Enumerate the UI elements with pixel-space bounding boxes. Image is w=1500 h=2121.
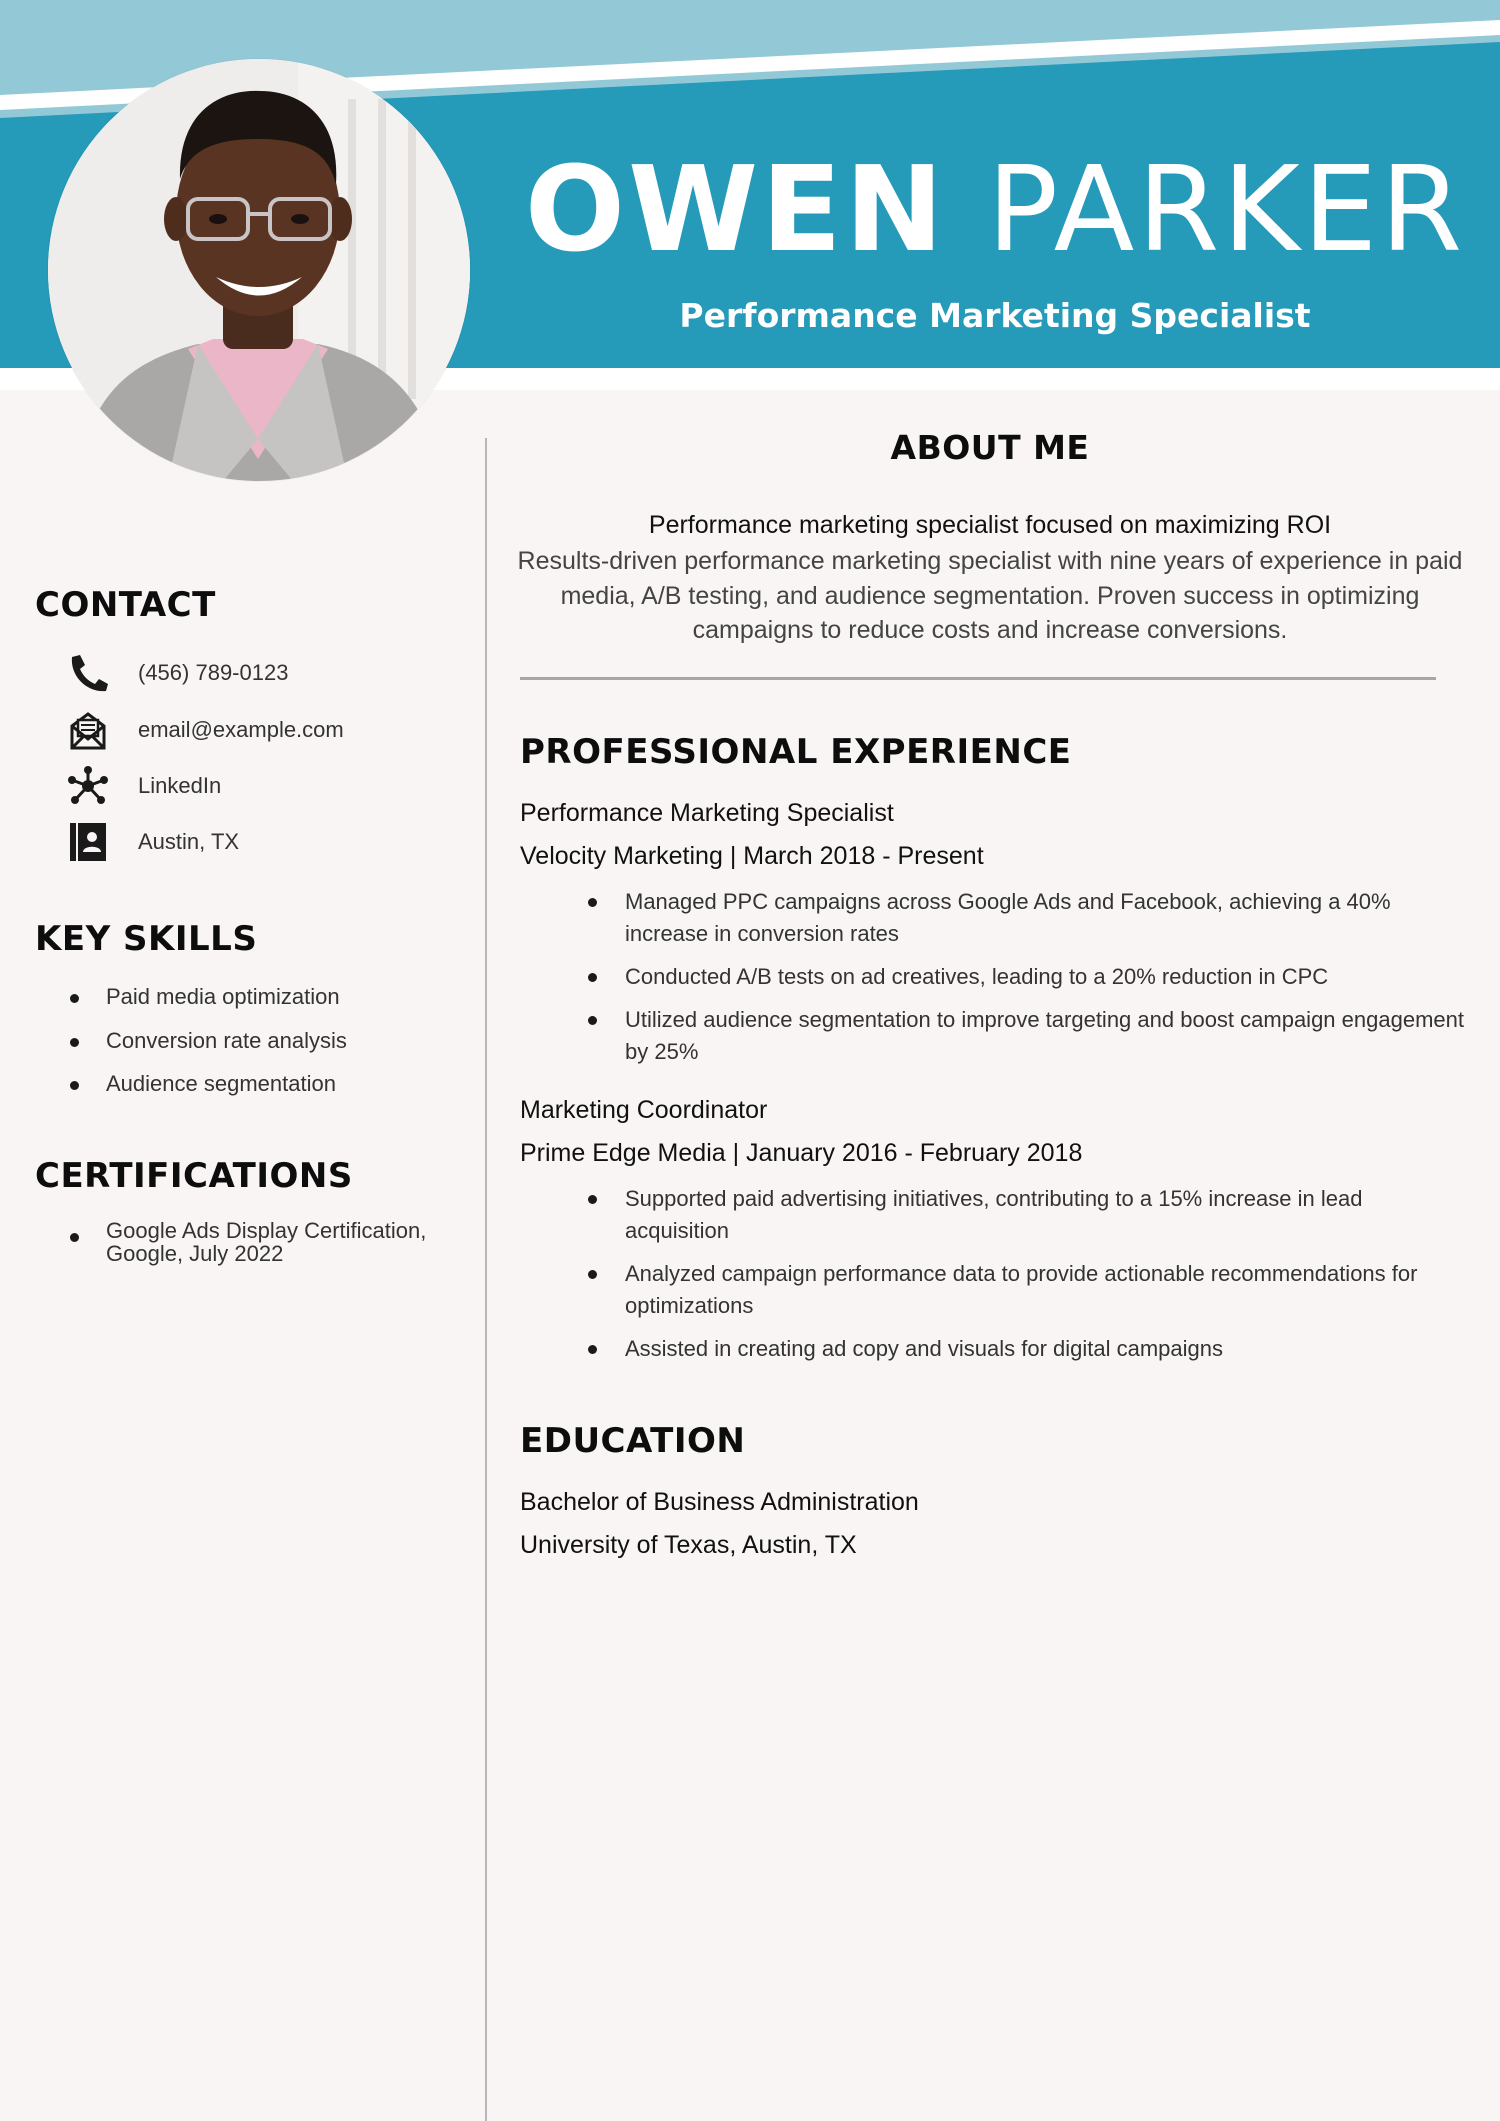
list-item: Analyzed campaign performance data to provide actionable recommendations for optimizations (588, 1258, 1468, 1322)
job-company-dates-2: Prime Edge Media | January 2016 - February 2018 (520, 1139, 1083, 1167)
job-bullets-2 (588, 1183, 1468, 1376)
education-degree: Bachelor of Business Administration (520, 1488, 919, 1516)
linkedin-link[interactable]: LinkedIn (138, 773, 222, 798)
list-item: Audience segmentation (70, 1069, 347, 1099)
contact-phone (64, 648, 288, 698)
job-bullets-1 (588, 886, 1468, 1079)
list-item: Utilized audience segmentation to improve targeting and boost campaign engagement by 25% (588, 1004, 1468, 1068)
list-item: Paid media optimization (70, 982, 347, 1012)
last-name: PARKER (987, 140, 1466, 278)
about-heading: ABOUT ME (890, 428, 1090, 467)
list-item: Conversion rate analysis (70, 1026, 347, 1056)
skills-list (70, 982, 347, 1113)
list-item: Supported paid advertising initiatives, contributing to a 15% increase in lead acquisition (588, 1183, 1468, 1247)
job-company-dates-1: Velocity Marketing | March 2018 - Present (520, 842, 984, 870)
job-title: Performance Marketing Specialist (679, 296, 1311, 335)
email-address[interactable]: email@example.com (138, 717, 344, 742)
about-body: Results-driven performance marketing specialist with nine years of experience in paid media, A/B testing, and audience segmentation. Proven success in optimizing campaigns to reduce costs and increase conversions. (517, 547, 1463, 644)
education-school: University of Texas, Austin, TX (520, 1531, 857, 1559)
address-book-icon (64, 820, 112, 864)
section-divider (520, 677, 1436, 680)
education-heading: EDUCATION (520, 1421, 746, 1461)
phone-number[interactable]: (456) 789-0123 (138, 660, 289, 685)
contact-email (64, 705, 344, 755)
experience-heading: PROFESSIONAL EXPERIENCE (520, 732, 1072, 772)
column-divider (485, 438, 487, 2121)
candidate-name (520, 140, 1470, 278)
certifications-heading: CERTIFICATIONS (35, 1156, 353, 1196)
location: Austin, TX (138, 829, 240, 854)
certifications-list (70, 1219, 470, 1265)
phone-icon (64, 651, 112, 695)
contact-heading: CONTACT (35, 585, 216, 625)
email-icon (64, 708, 112, 752)
job-title-2: Marketing Coordinator (520, 1096, 768, 1124)
list-item: Conducted A/B tests on ad creatives, leading to a 20% reduction in CPC (588, 961, 1468, 993)
list-item: Google Ads Display Certification, Google, July 2022 (70, 1219, 470, 1265)
first-name: OWEN (524, 140, 947, 278)
contact-location (64, 817, 239, 867)
network-icon (64, 764, 112, 808)
profile-photo (48, 59, 470, 481)
contact-linkedin (64, 761, 221, 811)
about-lead: Performance marketing specialist focused on maximizing ROI (648, 511, 1332, 539)
job-title-1: Performance Marketing Specialist (520, 799, 894, 827)
list-item: Assisted in creating ad copy and visuals for digital campaigns (588, 1333, 1468, 1365)
list-item: Managed PPC campaigns across Google Ads and Facebook, achieving a 40% increase in conversion rates (588, 886, 1468, 950)
skills-heading: KEY SKILLS (35, 919, 258, 959)
